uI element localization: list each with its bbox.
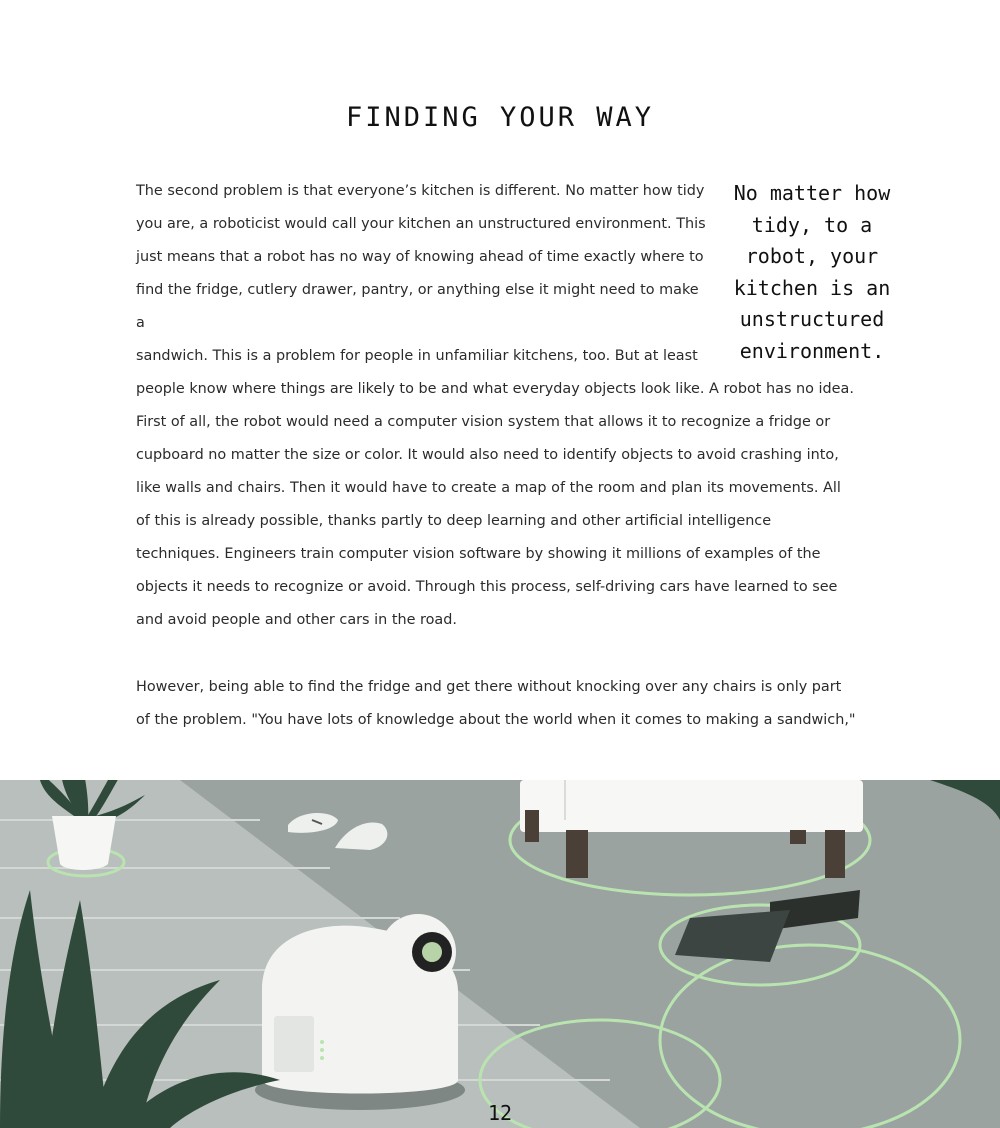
robot: [255, 914, 465, 1110]
paragraph-3: [136, 671, 856, 737]
paragraph-3-text: However, being able to find the fridge and get there without knocking over any chairs is only part of the problem. "You have lots of knowledge about the world when it comes to making a sandwich,": [136, 679, 856, 728]
chapter-heading: FINDING YOUR WAY: [345, 102, 655, 133]
paragraph-2: [136, 406, 856, 637]
paragraph-1-line: sandwich. This is a problem for people in unfamiliar kitchens, too. But at least: [136, 348, 698, 364]
kitchen-robot-illustration: [0, 780, 1000, 1128]
page-number: 12: [487, 1101, 513, 1125]
pull-quote: No matter how tidy, to a robot, your kitchen is an unstructured environment.: [733, 181, 891, 363]
paragraph-1-line: The second problem is that everyone’s kitchen is different. No matter how tidy: [136, 183, 705, 199]
paragraph-1-line: people know where things are likely to be and what everyday objects look like. A robot has no idea.: [136, 381, 854, 397]
paragraph-1-line: just means that a robot has no way of knowing ahead of time exactly where to: [136, 249, 704, 265]
paragraph-1-line: you are, a roboticist would call your kitchen an unstructured environment. This: [136, 216, 706, 232]
paragraph-2-text: First of all, the robot would need a computer vision system that allows it to recognize a fridge or cupboard no matter the size or color. It would also need to identify objects to avoid crashing into, like walls and chairs. Then it would have to create a map of the room and plan its movements. All of this is already possible, thanks partly to deep learning and other artificial intelligence techniques. Engineers train computer vision software by showing it millions of examples of the objects it needs to recognize or avoid. Through this process, self-driving cars have learned to see and avoid people and other cars in the road.: [136, 414, 841, 628]
paragraph-1-line: find the fridge, cutlery drawer, pantry, or anything else it might need to make a: [136, 282, 699, 331]
